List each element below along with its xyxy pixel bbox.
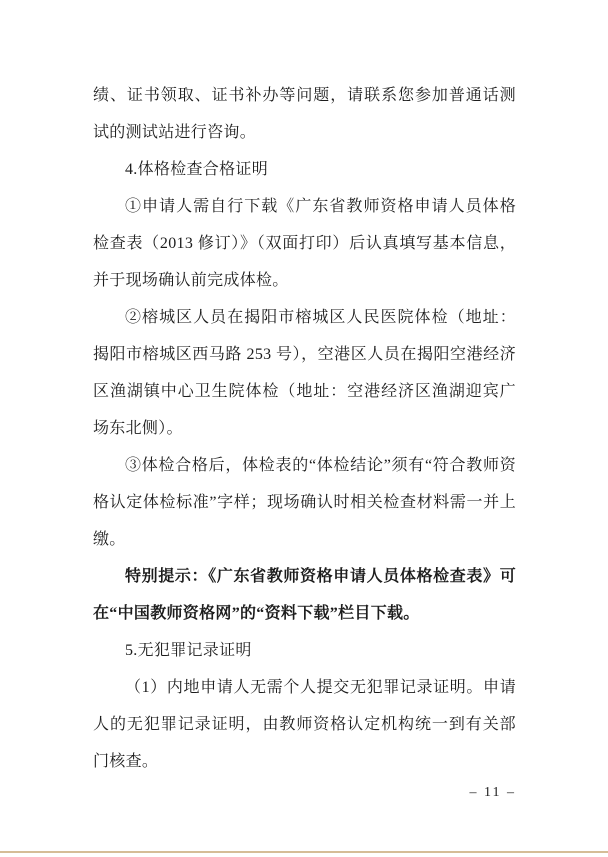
paragraph-continuation-putonghua-test: 绩、证书领取、证书补办等问题，请联系您参加普通话测试的测试站进行咨询。 bbox=[93, 87, 516, 141]
paragraph-item3-exam-conclusion: ③体检合格后，体检表的“体检结论”须有“符合教师资格认定体检标准”字样；现场确认时相关检查材料需一并上缴。 bbox=[93, 457, 516, 548]
paragraph-heading-no-criminal-record: 5.无犯罪记录证明 bbox=[125, 642, 252, 659]
paragraph-heading-physical-exam: 4.体格检查合格证明 bbox=[125, 161, 269, 178]
paragraph-item-mainland-applicants: （1）内地申请人无需个人提交无犯罪记录证明。申请人的无犯罪记录证明，由教师资格认定机构统一到有关部门核查。 bbox=[93, 679, 516, 770]
paragraph-item2-hospital-locations: ②榕城区人员在揭阳市榕城区人民医院体检（地址：揭阳市榕城区西马路 253 号），空港区人员在揭阳空港经济区渔湖镇中心卫生院体检（地址：空港经济区渔湖迎宾广场东北侧）。 bbox=[93, 309, 516, 437]
paragraph-special-notice: 特别提示：《广东省教师资格申请人员体格检查表》可在“中国教师资格网”的“资料下载”栏目下载。 bbox=[93, 568, 516, 622]
page-number: – 11 – bbox=[469, 785, 516, 800]
scanned-page-edge-line bbox=[0, 851, 608, 853]
paragraph-item1-download-form: ①申请人需自行下载《广东省教师资格申请人员体格检查表（2013 修订）》（双面打印）后认真填写基本信息，并于现场确认前完成体检。 bbox=[93, 198, 516, 289]
document-body bbox=[93, 77, 516, 780]
